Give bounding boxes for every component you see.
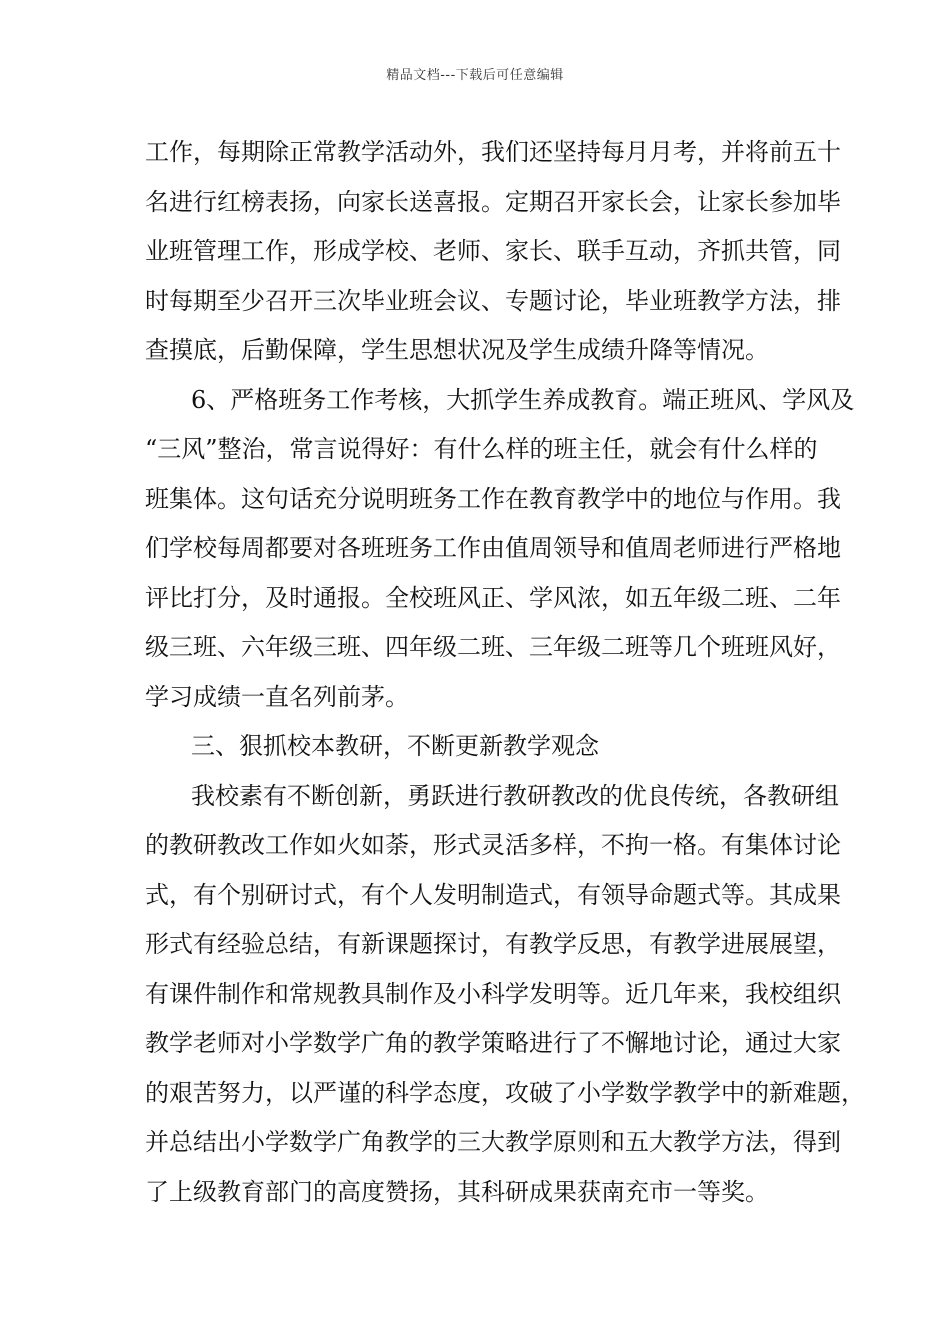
paragraph-line: 评比打分，及时通报。全校班风正、学风浓，如五年级二班、二年 xyxy=(145,583,841,612)
paragraph-line: 业班管理工作，形成学校、老师、家长、联手互动，齐抓共管，同 xyxy=(145,237,841,265)
paragraph-line: 有课件制作和常规教具制作及小科学发明等。近几年来，我校组织 xyxy=(145,979,841,1008)
paragraph-line: 时每期至少召开三次毕业班会议、专题讨论，毕业班教学方法，排 xyxy=(145,286,841,315)
paragraph-line: 查摸底，后勤保障，学生思想状况及学生成绩升降等情况。 xyxy=(145,336,769,364)
paragraph-line: 班集体。这句话充分说明班务工作在教育教学中的地位与作用。我 xyxy=(145,484,841,513)
paragraph-line: 式，有个别研讨式，有个人发明制造式，有领导命题式等。其成果 xyxy=(145,880,841,909)
paragraph-line: 教学老师对小学数学广角的教学策略进行了不懈地讨论，通过大家 xyxy=(145,1029,841,1057)
paragraph-line: 们学校每周都要对各班班务工作由值周领导和值周老师进行严格地 xyxy=(145,534,841,562)
paragraph-line: 的艰苦努力，以严谨的科学态度，攻破了小学数学教学中的新难题， xyxy=(145,1078,865,1107)
section-heading: 三、狠抓校本教研，不断更新教学观念 xyxy=(191,732,599,760)
paragraph-line: 的教研教改工作如火如荼，形式灵活多样，不拘一格。有集体讨论 xyxy=(145,831,841,859)
paragraph-line: 了上级教育部门的高度赞扬，其科研成果获南充市一等奖。 xyxy=(145,1177,769,1206)
paragraph-line: 名进行红榜表扬，向家长送喜报。定期召开家长会，让家长参加毕 xyxy=(145,187,841,216)
paragraph-line: 级三班、六年级三班、四年级二班、三年级二班等几个班班风好， xyxy=(145,633,841,661)
document-body xyxy=(145,128,865,1217)
paragraph-line: 工作，每期除正常教学活动外，我们还坚持每月月考，并将前五十 xyxy=(145,138,841,166)
paragraph-line: 形式有经验总结，有新课题探讨，有教学反思，有教学进展展望， xyxy=(145,930,841,958)
paragraph-line: 并总结出小学数学广角教学的三大教学原则和五大教学方法，得到 xyxy=(145,1128,841,1156)
paragraph-line: “三风”整治，常言说得好：有什么样的班主任，就会有什么样的 xyxy=(145,435,818,463)
page-header: 精品文档---下载后可任意编辑 xyxy=(386,68,564,83)
paragraph-line: 6、严格班务工作考核，大抓学生养成教育。端正班风、学风及 xyxy=(191,385,855,414)
paragraph-line: 学习成绩一直名列前茅。 xyxy=(145,682,409,711)
paragraph-line: 我校素有不断创新，勇跃进行教研教改的优良传统，各教研组 xyxy=(191,781,839,810)
